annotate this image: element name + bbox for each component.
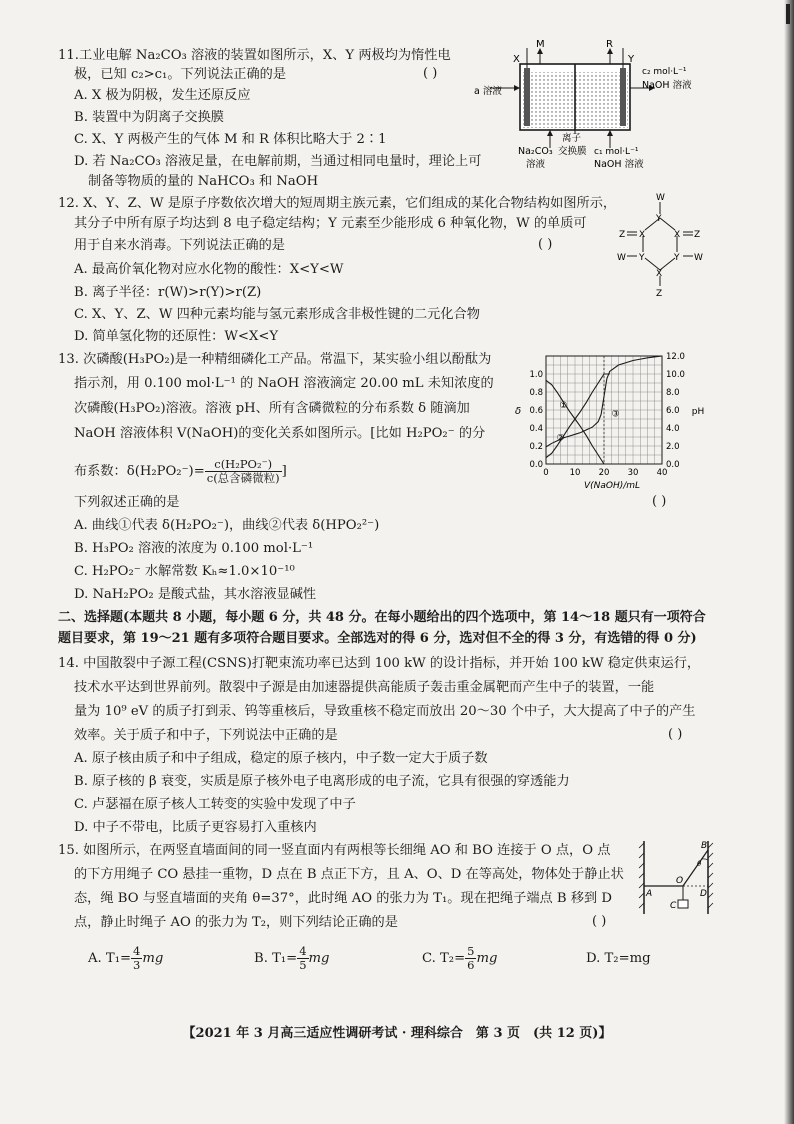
q12-stem-line3: 用于自来水消毒。下列说法正确的是 [74, 238, 285, 253]
q13-stem-line3: 次磷酸(H₃PO₂)溶液。溶液 pH、所有含磷微粒的分布系数 δ 随滴加 [74, 401, 470, 416]
q13-titration-chart [510, 348, 710, 490]
label-a-solution: a 溶液 [474, 86, 502, 97]
q15-a-den: 3 [133, 958, 141, 972]
point-d: D [700, 889, 707, 899]
atom-y-top: Y [656, 214, 662, 224]
label-r: R [606, 39, 613, 50]
q15-stem-line2: 的下方用绳子 CO 悬挂一重物，D 点在 B 点正下方，且 A、O、D 在等高处，物体处于静止状 [74, 867, 624, 882]
q11-stem-line1: 11.工业电解 Na₂CO₃ 溶液的装置如图所示，X、Y 两极均为惰性电 [58, 48, 451, 63]
series-name-label: ① [559, 401, 568, 412]
x-tick-label: 30 [627, 468, 639, 478]
scan-edge-mark [786, 4, 790, 24]
atom-z-bottom: Z [656, 289, 663, 299]
label-membrane-2: 交换膜 [558, 146, 587, 157]
q15-b-den: 5 [299, 958, 307, 972]
q12-stem-line2: 其分子中所有原子均达到 8 电子稳定结构；Y 元素至少能形成 6 种氧化物，W 的单质可 [74, 216, 587, 231]
x-tick-label: 40 [656, 468, 668, 478]
y-right-tick-label: 0.0 [666, 460, 680, 470]
label-na2co3: Na₂CO₃ [518, 146, 553, 157]
q14-option-b: B. 原子核的 β 衰变，实质是原子核外电子电离形成的电子流，它具有很强的穿透能力 [74, 774, 570, 789]
point-b: B [701, 841, 708, 851]
y-right-tick-label: 12.0 [666, 352, 685, 362]
label-c2: c₂ mol·L⁻¹ [642, 67, 687, 77]
q15-a-prefix: A. T₁= [88, 951, 132, 966]
series-name-label: ② [556, 433, 565, 444]
q14-option-c: C. 卢瑟福在原子核人工转变的实验中发现了中子 [74, 797, 356, 812]
x-axis-label: V(NaOH)/mL [583, 481, 641, 490]
label-c1: c₁ mol·L⁻¹ [594, 147, 639, 157]
q13-fraction [205, 458, 282, 485]
page-footer: 【2021 年 3 月高三适应性调研考试 · 理科综合 第 3 页 (共 12 页)】 [182, 1026, 612, 1041]
q15-option-b [254, 945, 330, 972]
q13-distribution-label: 布系数：δ(H₂PO₂⁻)= [74, 464, 205, 479]
label-membrane-1: 离子 [562, 133, 582, 144]
q13-option-a: A. 曲线①代表 δ(H₂PO₂⁻)，曲线②代表 δ(HPO₂²⁻) [74, 518, 380, 533]
q12-molecule-structure [615, 190, 705, 300]
y-left-tick-label: 0.4 [529, 424, 543, 434]
q13-stem-line4: NaOH 溶液体积 V(NaOH)的变化关系如图所示。[比如 H₂PO₂⁻ 的分 [74, 426, 486, 441]
section2-header-line2: 题目要求，第 19～21 题有多项符合题目要求。全部选对的得 6 分，选对但不全的得 3 分，有选错的得 0 分) [58, 631, 697, 646]
q13-stem-line2: 指示剂，用 0.100 mol·L⁻¹ 的 NaOH 溶液滴定 20.00 mL 未知浓度的 [74, 376, 494, 391]
q13-option-d: D. NaH₂PO₂ 是酸式盐，其水溶液显碱性 [74, 587, 317, 602]
angle-theta: θ [697, 860, 702, 868]
y-left-tick-label: 1.0 [529, 370, 543, 380]
atom-y-right: Y [674, 253, 680, 263]
atom-w-top: W [656, 193, 665, 203]
q15-stem-line3: 态，绳 BO 与竖直墙面的夹角 θ=37°，此时绳 AO 的张力为 T₁。现在把绳子端点 B 移到 D [74, 891, 612, 906]
q12-option-b: B. 离子半径：r(W)>r(Y)>r(Z) [74, 285, 262, 300]
section2-header-line1: 二、选择题(本题共 8 小题，每小题 6 分，共 48 分。在每小题给出的四个选项中，第 14～18 题只有一项符合 [58, 610, 706, 625]
series-name-label: ③ [611, 409, 620, 420]
q13-stem-line1: 13. 次磷酸(H₃PO₂)是一种精细磷化工产品。常温下，某实验小组以酚酞为 [58, 352, 492, 367]
q15-stem-line4: 点，静止时绳子 AO 的张力为 T₂，则下列结论正确的是 [74, 915, 398, 930]
q15-c-prefix: C. T₂= [422, 951, 466, 966]
q14-stem-line2: 技术水平达到世界前列。散裂中子源是由加速器提供高能质子轰击重金属靶而产生中子的装置，一能 [74, 680, 655, 695]
q13-fraction-num: c(H₂PO₂⁻) [205, 458, 282, 472]
label-naoh-top: NaOH 溶液 [642, 80, 692, 91]
atom-z-right: Z [694, 230, 701, 240]
q11-electrolysis-diagram [470, 38, 710, 173]
q13-option-b: B. H₃PO₂ 溶液的浓度为 0.100 mol·L⁻¹ [74, 541, 314, 556]
q13-stem-line6: 下列叙述正确的是 [74, 495, 180, 510]
q12-stem-line1: 12. X、Y、Z、W 是原子序数依次增大的短周期主族元素，它们组成的某化合物结构如图所示， [58, 196, 617, 211]
q15-option-d: D. T₂=mg [586, 951, 651, 966]
q15-answer-paren: ( ) [592, 914, 607, 929]
q15-option-a [88, 945, 163, 972]
q12-option-c: C. X、Y、Z、W 四种元素均能与氢元素形成含非极性键的二元化合物 [74, 307, 480, 322]
q14-option-d: D. 中子不带电，比质子更容易打入重核内 [74, 820, 317, 835]
q11-option-d-line1: D. 若 Na₂CO₃ 溶液足量，在电解前期，当通过相同电量时，理论上可 [74, 154, 482, 169]
q15-option-c [422, 945, 497, 972]
label-x: X [513, 54, 520, 65]
atom-y-left: Y [639, 253, 645, 263]
q11-option-b: B. 装置中为阴离子交换膜 [74, 110, 224, 125]
atom-x-bottom: X [656, 269, 663, 279]
atom-x-right: X [674, 230, 681, 240]
q11-option-a: A. X 极为阴极，发生还原反应 [74, 88, 251, 103]
q15-rope-diagram [636, 836, 716, 918]
x-tick-label: 10 [569, 468, 581, 478]
y-right-tick-label: 10.0 [666, 370, 685, 380]
q12-option-a: A. 最高价氧化物对应水化物的酸性：X<Y<W [74, 262, 344, 277]
q12-answer-paren: ( ) [538, 237, 553, 252]
q15-a-num: 4 [133, 944, 141, 958]
q13-bracket-close: ] [281, 464, 287, 479]
q13-fraction-den: c(总含磷微粒) [206, 471, 280, 485]
atom-z-left: Z [619, 230, 626, 240]
q13-stem-line5 [74, 458, 287, 485]
atom-x-left: X [639, 230, 646, 240]
q14-stem-line1: 14. 中国散裂中子源工程(CSNS)打靶束流功率已达到 100 kW 的设计指标，并开始 100 kW 稳定供束运行， [58, 656, 701, 671]
label-naoh-bottom: NaOH 溶液 [594, 159, 644, 170]
q13-answer-paren: ( ) [652, 494, 667, 509]
x-tick-label: 20 [598, 468, 610, 478]
point-a: A [646, 889, 653, 899]
q15-b-unit: mg [308, 951, 330, 966]
y-right-tick-label: 8.0 [666, 388, 680, 398]
label-y: Y [628, 54, 635, 65]
y-right-tick-label: 2.0 [666, 442, 680, 452]
q11-stem-line2: 极，已知 c₂>c₁。下列说法正确的是 [74, 67, 287, 82]
q14-stem-line4: 效率。关于质子和中子，下列说法中正确的是 [74, 728, 338, 743]
q14-option-a: A. 原子核由质子和中子组成，稳定的原子核内，中子数一定大于质子数 [74, 751, 488, 766]
q11-option-d-line2: 制备等物质的量的 NaHCO₃ 和 NaOH [88, 174, 319, 189]
q15-c-num: 5 [467, 944, 475, 958]
q15-c-den: 6 [467, 958, 475, 972]
y-right-axis-label: pH [691, 407, 705, 417]
q15-stem-line1: 15. 如图所示，在两竖直墙面间的同一竖直面内有两根等长细绳 AO 和 BO 连接于 O 点，O 点 [58, 843, 611, 858]
y-left-axis-label: δ [514, 406, 522, 417]
q15-b-prefix: B. T₁= [254, 951, 298, 966]
q14-answer-paren: ( ) [668, 727, 683, 742]
x-tick-label: 0 [543, 468, 549, 478]
y-left-tick-label: 0.2 [529, 442, 543, 452]
q15-a-unit: mg [142, 951, 164, 966]
q13-option-c: C. H₂PO₂⁻ 水解常数 Kₕ≈1.0×10⁻¹⁰ [74, 564, 295, 579]
y-left-tick-label: 0.8 [529, 388, 543, 398]
q11-option-c: C. X、Y 两极产生的气体 M 和 R 体积比略大于 2∶1 [74, 132, 387, 147]
q15-c-unit: mg [476, 951, 498, 966]
q14-stem-line3: 量为 10⁹ eV 的质子打到汞、钨等重核后，导致重核不稳定而放出 20～30 个中子，大大提高了中子的产生 [74, 704, 696, 719]
label-m: M [536, 39, 545, 50]
q15-b-num: 4 [299, 944, 307, 958]
y-right-tick-label: 6.0 [666, 406, 680, 416]
atom-w-right: W [694, 253, 703, 263]
y-left-tick-label: 0.0 [529, 460, 543, 470]
point-c: C [670, 901, 677, 911]
y-right-tick-label: 4.0 [666, 424, 680, 434]
atom-w-left: W [617, 253, 626, 263]
label-na2co3-solution: 溶液 [526, 159, 546, 170]
q12-option-d: D. 简单氢化物的还原性：W<X<Y [74, 329, 279, 344]
point-o: O [676, 876, 684, 886]
q11-answer-paren: ( ) [423, 66, 438, 81]
scan-edge-shadow [784, 0, 794, 1124]
y-left-tick-label: 0.6 [529, 406, 543, 416]
